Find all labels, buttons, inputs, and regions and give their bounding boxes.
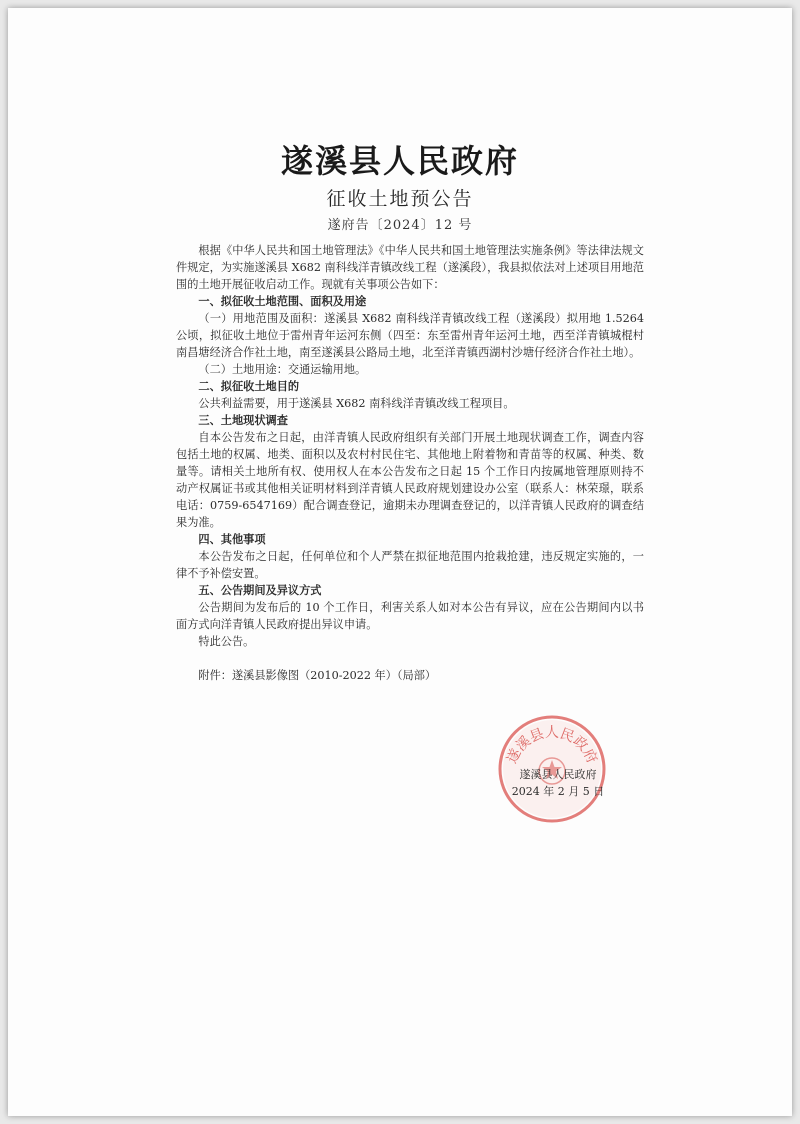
section-heading: 一、拟征收土地范围、面积及用途 <box>198 295 367 308</box>
section-paragraph: （二）土地用途：交通运输用地。 <box>198 363 367 376</box>
seal-text: 遂溪县人民政府 <box>504 725 600 767</box>
issuer-name: 遂溪县人民政府 <box>519 768 597 781</box>
section-heading: 五、公告期间及异议方式 <box>198 584 322 597</box>
section-heading: 四、其他事项 <box>198 533 266 546</box>
section-heading: 二、拟征收土地目的 <box>198 380 300 393</box>
section-heading: 三、土地现状调查 <box>198 414 288 427</box>
document-page <box>8 8 792 1116</box>
section-paragraph: 公告期间为发布后的 10 个工作日，利害关系人如对本公告有异议，应在公告期间内以书面方式向洋青镇人民政府提出异议申请。 <box>176 601 644 631</box>
document-subtitle: 征收土地预公告 <box>326 188 474 210</box>
document-title: 遂溪县人民政府 <box>280 142 519 180</box>
section-paragraph: 本公告发布之日起，任何单位和个人严禁在拟征地范围内抢栽抢建，违反规定实施的，一律不予补偿安置。 <box>176 550 644 580</box>
section-paragraph: （一）用地范围及面积：遂溪县 X682 南科线洋青镇改线工程（遂溪段）拟用地 1.5264 公顷，拟征收土地位于雷州青年运河东侧（四至：东至雷州青年运河土地，西至洋青镇城棍村南昌塘经济合作社土地，南至遂溪县公路局土地，北至洋青镇西湖村沙塘仔经济合作社土地）。 <box>176 312 644 359</box>
attachment-line: 附件：遂溪县影像图（2010-2022 年）（局部） <box>198 669 437 682</box>
closing-line: 特此公告。 <box>198 635 255 648</box>
section-paragraph: 公共利益需要，用于遂溪县 X682 南科线洋青镇改线工程项目。 <box>198 397 515 410</box>
section-paragraph: 自本公告发布之日起，由洋青镇人民政府组织有关部门开展土地现状调查工作，调查内容包括土地的权属、地类、面积以及农村村民住宅、其他地上附着物和青苗等的权属、种类、数量等。请相关土地所有权、使用权人在本公告发布之日起 15 个工作日内按属地管理原则持不动产权属证书或其他相关证明材料到洋青镇人民政府规划建设办公室（联系人：林荣璟，联系电话：0759-6547169）配合调查登记，逾期未办理调查登记的，以洋青镇人民政府的调查结果为准。 <box>176 431 644 529</box>
document-number: 遂府告〔2024〕12 号 <box>327 218 473 233</box>
intro-paragraph: 根据《中华人民共和国土地管理法》《中华人民共和国土地管理法实施条例》等法律法规文件规定，为实施遂溪县 X682 南科线洋青镇改线工程（遂溪段），我县拟依法对上述项目用地范围的土地开展征收启动工作。现就有关事项公告如下： <box>176 244 644 291</box>
document-body <box>176 242 644 684</box>
signoff-block <box>498 766 618 800</box>
issue-date: 2024 年 2 月 5 日 <box>511 785 605 798</box>
